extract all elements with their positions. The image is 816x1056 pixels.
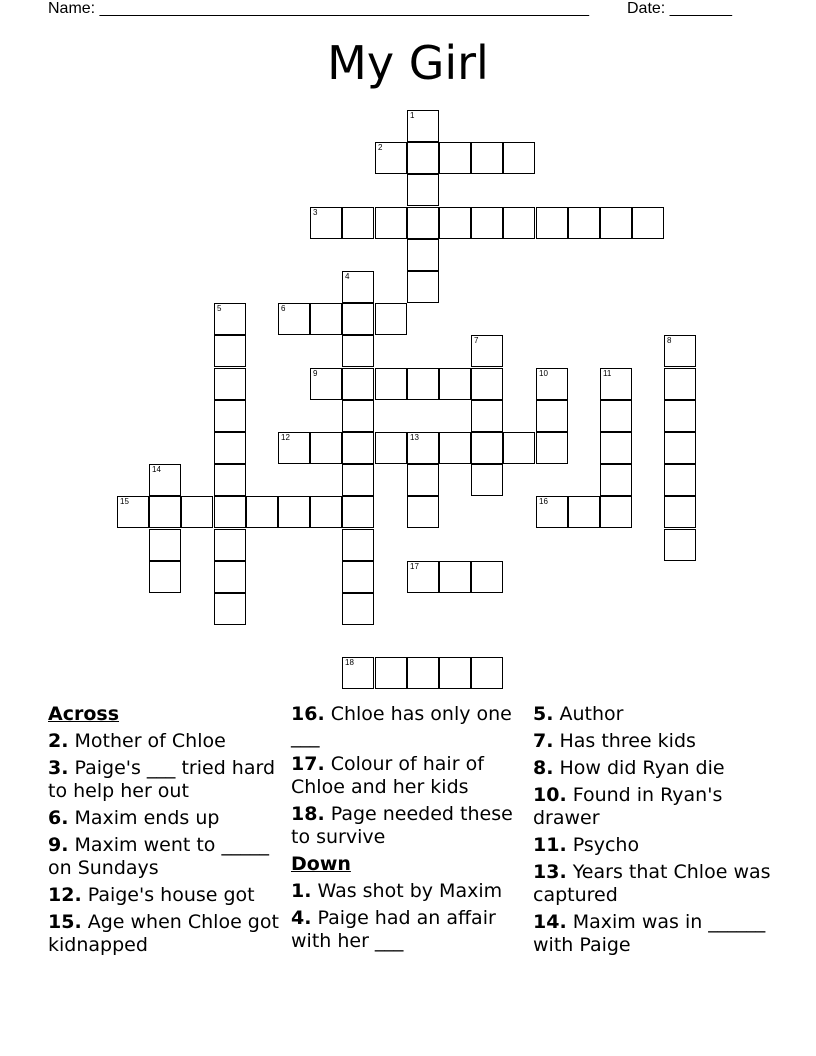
grid-cell[interactable] <box>600 207 632 239</box>
grid-cell[interactable] <box>536 207 568 239</box>
grid-cell[interactable] <box>407 142 439 174</box>
grid-cell[interactable] <box>214 303 246 335</box>
grid-cell[interactable] <box>471 657 503 689</box>
grid-cell[interactable] <box>342 368 374 400</box>
grid-cell[interactable] <box>278 432 310 464</box>
grid-cell[interactable] <box>342 271 374 303</box>
cell-number: 16 <box>539 497 548 506</box>
cell-number: 4 <box>345 272 350 281</box>
clue-across-9: 9. Maxim went to _____ on Sundays <box>48 834 269 879</box>
grid-cell[interactable] <box>149 529 181 561</box>
grid-cell[interactable] <box>439 561 471 593</box>
grid-cell[interactable] <box>342 593 374 625</box>
grid-cell[interactable] <box>471 561 503 593</box>
grid-cell[interactable] <box>375 303 407 335</box>
clue-down-1: 1. Was shot by Maxim <box>291 880 503 902</box>
grid-cell[interactable] <box>342 657 374 689</box>
grid-cell[interactable] <box>439 368 471 400</box>
cell-number: 3 <box>313 208 318 217</box>
grid-cell[interactable] <box>310 207 342 239</box>
clue-down-7: 7. Has three kids <box>533 730 696 752</box>
grid-cell[interactable] <box>600 400 632 432</box>
grid-cell[interactable] <box>310 368 342 400</box>
cell-number: 9 <box>313 369 318 378</box>
grid-cell[interactable] <box>407 561 439 593</box>
name-field-label: Name: _______________________________________________________ <box>48 0 589 17</box>
grid-cell[interactable] <box>439 432 471 464</box>
grid-cell[interactable] <box>439 142 471 174</box>
grid-cell[interactable] <box>342 335 374 367</box>
grid-cell[interactable] <box>471 400 503 432</box>
cell-number: 18 <box>345 658 354 667</box>
grid-cell[interactable] <box>536 496 568 528</box>
grid-cell[interactable] <box>503 142 535 174</box>
cell-number: 15 <box>120 497 129 506</box>
cell-number: 6 <box>281 304 286 313</box>
cell-number: 14 <box>152 465 161 474</box>
clue-across-12: 12. Paige's house got <box>48 884 255 906</box>
grid-cell[interactable] <box>407 657 439 689</box>
grid-cell[interactable] <box>407 239 439 271</box>
grid-cell[interactable] <box>664 368 696 400</box>
grid-cell[interactable] <box>149 561 181 593</box>
date-field-label: Date: _______ <box>627 0 732 17</box>
clue-column-3 <box>533 703 771 961</box>
grid-cell[interactable] <box>246 496 278 528</box>
grid-cell[interactable] <box>214 335 246 367</box>
down-heading: Down <box>291 853 351 875</box>
grid-cell[interactable] <box>342 432 374 464</box>
grid-cell[interactable] <box>407 207 439 239</box>
clue-down-13: 13. Years that Chloe was captured <box>533 861 771 906</box>
grid-cell[interactable] <box>149 464 181 496</box>
grid-cell[interactable] <box>278 496 310 528</box>
clue-across-3: 3. Paige's ___ tried hard to help her out <box>48 757 276 802</box>
cell-number: 13 <box>410 433 419 442</box>
grid-cell[interactable] <box>471 142 503 174</box>
grid-cell[interactable] <box>407 432 439 464</box>
clue-across-16: 16. Chloe has only one ___ <box>291 703 512 748</box>
grid-cell[interactable] <box>149 496 181 528</box>
cell-number: 12 <box>281 433 290 442</box>
grid-cell[interactable] <box>536 432 568 464</box>
grid-cell[interactable] <box>568 496 600 528</box>
grid-cell[interactable] <box>375 207 407 239</box>
cell-number: 17 <box>410 562 419 571</box>
grid-cell[interactable] <box>471 432 503 464</box>
grid-cell[interactable] <box>503 432 535 464</box>
grid-cell[interactable] <box>407 271 439 303</box>
grid-cell[interactable] <box>632 207 664 239</box>
across-heading: Across <box>48 703 120 725</box>
grid-cell[interactable] <box>214 529 246 561</box>
grid-cell[interactable] <box>375 657 407 689</box>
grid-cell[interactable] <box>568 207 600 239</box>
grid-cell[interactable] <box>471 207 503 239</box>
clue-down-14: 14. Maxim was in ______ with Paige <box>533 911 766 956</box>
grid-cell[interactable] <box>407 174 439 206</box>
grid-cell[interactable] <box>375 142 407 174</box>
clue-down-5: 5. Author <box>533 703 624 725</box>
grid-cell[interactable] <box>600 368 632 400</box>
grid-cell[interactable] <box>342 464 374 496</box>
grid-cell[interactable] <box>664 335 696 367</box>
clue-down-4: 4. Paige had an affair with her ___ <box>291 907 496 952</box>
grid-cell[interactable] <box>536 400 568 432</box>
grid-cell[interactable] <box>375 432 407 464</box>
clue-across-18: 18. Page needed these to survive <box>291 803 513 848</box>
cell-number: 5 <box>217 304 222 313</box>
grid-cell[interactable] <box>471 335 503 367</box>
clue-across-6: 6. Maxim ends up <box>48 807 220 829</box>
grid-cell[interactable] <box>375 368 407 400</box>
grid-cell[interactable] <box>407 110 439 142</box>
grid-cell[interactable] <box>310 303 342 335</box>
grid-cell[interactable] <box>600 464 632 496</box>
grid-cell[interactable] <box>503 207 535 239</box>
clue-column-1 <box>48 703 286 961</box>
page-title: My Girl <box>327 36 489 90</box>
grid-cell[interactable] <box>471 464 503 496</box>
grid-cell[interactable] <box>310 432 342 464</box>
grid-cell[interactable] <box>664 496 696 528</box>
grid-cell[interactable] <box>278 303 310 335</box>
grid-cell[interactable] <box>214 593 246 625</box>
grid-cell[interactable] <box>214 496 246 528</box>
clue-across-15: 15. Age when Chloe got kidnapped <box>48 911 279 956</box>
grid-cell[interactable] <box>536 368 568 400</box>
grid-cell[interactable] <box>342 400 374 432</box>
cell-number: 7 <box>474 336 479 345</box>
clue-down-10: 10. Found in Ryan's drawer <box>533 784 723 829</box>
grid-cell[interactable] <box>342 303 374 335</box>
grid-cell[interactable] <box>664 464 696 496</box>
clue-down-11: 11. Psycho <box>533 834 640 856</box>
grid-cell[interactable] <box>214 368 246 400</box>
clue-across-2: 2. Mother of Chloe <box>48 730 226 752</box>
grid-cell[interactable] <box>407 496 439 528</box>
grid-cell[interactable] <box>214 464 246 496</box>
cell-number: 10 <box>539 369 548 378</box>
cell-number: 8 <box>667 336 672 345</box>
grid-cell[interactable] <box>471 368 503 400</box>
grid-cell[interactable] <box>600 496 632 528</box>
clue-across-17: 17. Colour of hair of Chloe and her kids <box>291 753 484 798</box>
grid-cell[interactable] <box>214 400 246 432</box>
clue-down-8: 8. How did Ryan die <box>533 757 725 779</box>
grid-cell[interactable] <box>600 432 632 464</box>
grid-cell[interactable] <box>439 207 471 239</box>
grid-cell[interactable] <box>214 432 246 464</box>
grid-cell[interactable] <box>342 561 374 593</box>
grid-cell[interactable] <box>342 496 374 528</box>
grid-cell[interactable] <box>407 464 439 496</box>
grid-cell[interactable] <box>214 561 246 593</box>
grid-cell[interactable] <box>407 368 439 400</box>
grid-cell[interactable] <box>342 529 374 561</box>
clue-column-2 <box>291 703 529 957</box>
cell-number: 1 <box>410 111 415 120</box>
grid-cell[interactable] <box>310 496 342 528</box>
cell-number: 11 <box>603 369 612 378</box>
grid-cell[interactable] <box>664 400 696 432</box>
grid-cell[interactable] <box>664 432 696 464</box>
grid-cell[interactable] <box>117 496 149 528</box>
grid-cell[interactable] <box>439 657 471 689</box>
grid-cell[interactable] <box>664 529 696 561</box>
grid-cell[interactable] <box>342 207 374 239</box>
cell-number: 2 <box>378 143 383 152</box>
grid-cell[interactable] <box>181 496 213 528</box>
